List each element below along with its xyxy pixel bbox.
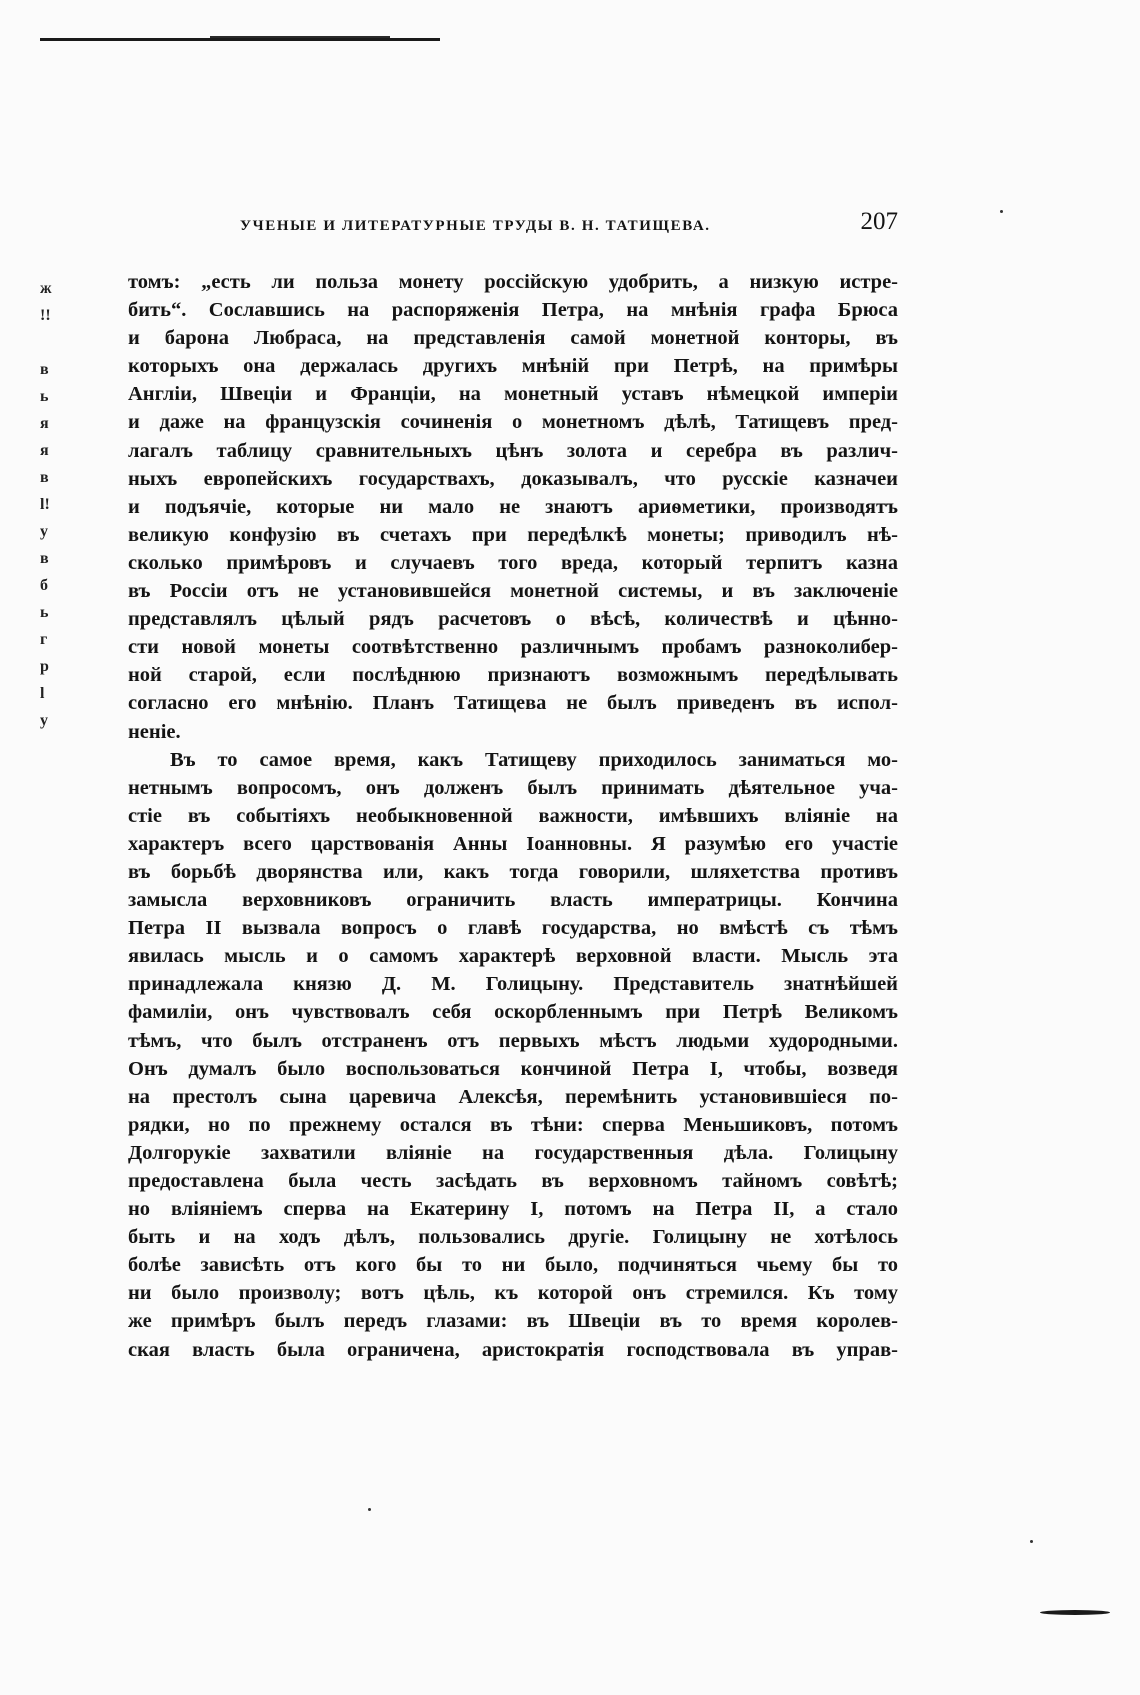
text-line: болѣе зависѣть отъ кого бы то ни было, подчиняться чьему бы то	[128, 1254, 898, 1277]
margin-mark: у	[40, 523, 48, 540]
text-line: и подъячіе, которые ни мало не знаютъ ариѳметики, производятъ	[128, 495, 898, 518]
text-line: ныхъ европейскихъ государствахъ, доказывалъ, что русскіе казначеи	[128, 467, 898, 490]
text-line: и даже на французскія сочиненія о монетномъ дѣлѣ, Татищевъ пред-	[128, 411, 898, 434]
text-line: Онъ думалъ было воспользоваться кончиной Петра I, чтобы, возведя	[128, 1057, 898, 1080]
running-head	[128, 208, 898, 238]
margin-mark: ь	[40, 604, 49, 621]
margin-mark: р	[40, 658, 49, 675]
margin-mark: у	[40, 712, 48, 729]
text-line: Петра II вызвала вопросъ о главѣ государства, но вмѣстѣ съ тѣмъ	[128, 917, 898, 940]
scan-speck	[1030, 1540, 1033, 1543]
margin-mark: ж	[40, 280, 52, 297]
facing-page-bleed	[40, 275, 60, 734]
margin-mark: в	[40, 469, 49, 486]
text-line: представлялъ цѣлый рядъ расчетовъ о вѣсѣ, количествѣ и цѣнно-	[128, 608, 898, 631]
scan-speck	[1000, 210, 1003, 213]
text-line: бить“. Сославшись на распоряженія Петра, на мнѣнія графа Брюса	[128, 299, 898, 322]
text-line: которыхъ она держалась другихъ мнѣній при Петрѣ, на примѣры	[128, 355, 898, 378]
body-text	[128, 268, 898, 1364]
text-line: Англіи, Швеціи и Франціи, на монетный уставъ нѣмецкой имперіи	[128, 383, 898, 406]
scan-edge-mark	[40, 38, 440, 41]
margin-mark: в	[40, 550, 49, 567]
text-line: и барона Любраса, на представленія самой монетной конторы, въ	[128, 327, 898, 350]
text-line: неніе.	[128, 720, 181, 743]
text-line: ни было произволу; вотъ цѣль, къ которой онъ стремился. Къ тому	[128, 1282, 898, 1305]
text-line: быть и на ходъ дѣлъ, пользовались другіе. Голицыну не хотѣлось	[128, 1226, 898, 1249]
text-line: лагалъ таблицу сравнительныхъ цѣнъ золота и серебра въ различ-	[128, 439, 898, 462]
margin-mark: г	[40, 631, 48, 648]
margin-mark: в	[40, 361, 49, 378]
margin-mark: l!	[40, 496, 50, 513]
margin-mark	[40, 329, 60, 356]
paragraph	[128, 746, 898, 1364]
text-line: Въ то самое время, какъ Татищеву приходилось заниматься мо-	[170, 748, 898, 771]
page-number: 207	[860, 208, 898, 235]
text-line: замысла верховниковъ ограничить власть императрицы. Кончина	[128, 889, 898, 912]
margin-mark: я	[40, 415, 49, 432]
scan-corner-mark	[1040, 1610, 1110, 1615]
margin-mark: !!	[40, 307, 51, 324]
margin-mark: б	[40, 577, 48, 594]
text-line: принадлежала князю Д. М. Голицыну. Представитель знатнѣйшей	[128, 973, 898, 996]
text-line: явилась мысль и о самомъ характерѣ верховной власти. Мысль эта	[128, 945, 898, 968]
scan-edge-mark	[210, 36, 390, 38]
text-line: же примѣръ былъ передъ глазами: въ Швеціи въ то время королев-	[128, 1310, 898, 1333]
text-line: на престолъ сына царевича Алексѣя, перемѣнить установившіеся по-	[128, 1085, 898, 1108]
running-title: УЧЕНЫЕ И ЛИТЕРАТУРНЫЕ ТРУДЫ В. Н. ТАТИЩЕВА.	[240, 218, 711, 234]
text-line: сколько примѣровъ и случаевъ того вреда, который терпитъ казна	[128, 551, 898, 574]
text-line: томъ: „есть ли польза монету россійскую удобрить, а низкую истре-	[128, 271, 898, 293]
text-line: характеръ всего царствованія Анны Іоанновны. Я разумѣю его участіе	[128, 832, 898, 855]
text-line: въ Россіи отъ не установившейся монетной системы, и въ заключеніе	[128, 580, 898, 603]
margin-mark: ь	[40, 388, 49, 405]
text-line: ская власть была ограничена, аристократія господствовала въ управ-	[128, 1338, 898, 1361]
text-line: сти новой монеты соотвѣтственно различнымъ пробамъ разноколибер-	[128, 636, 898, 659]
margin-mark: я	[40, 442, 49, 459]
text-line: нетнымъ вопросомъ, онъ долженъ былъ принимать дѣятельное уча-	[128, 776, 898, 799]
text-line: согласно его мнѣнію. Планъ Татищева не былъ приведенъ въ испол-	[128, 692, 898, 715]
text-line: великую конфузію въ счетахъ при передѣлкѣ монеты; приводилъ нѣ-	[128, 523, 898, 546]
text-line: тѣмъ, что былъ отстраненъ отъ первыхъ мѣстъ людьми худородными.	[128, 1029, 898, 1052]
text-line: предоставлена была честь засѣдать въ верховномъ тайномъ совѣтѣ;	[128, 1170, 898, 1192]
text-line: ной старой, если послѣднюю признаютъ возможнымъ передѣлывать	[128, 664, 898, 687]
text-line: въ борьбѣ дворянства или, какъ тогда говорили, шляхетства противъ	[128, 860, 898, 883]
margin-mark: l	[40, 685, 45, 702]
scan-speck	[368, 1508, 371, 1511]
text-line: рядки, но по прежнему остался въ тѣни: сперва Меньшиковъ, потомъ	[128, 1113, 898, 1136]
paragraph	[128, 268, 898, 746]
text-line: но вліяніемъ сперва на Екатерину I, потомъ на Петра II, а стало	[128, 1198, 898, 1221]
text-line: фамиліи, онъ чувствовалъ себя оскорбленнымъ при Петрѣ Великомъ	[128, 1001, 898, 1024]
text-line: стіе въ событіяхъ необыкновенной важности, имѣвшихъ вліяніе на	[128, 804, 898, 827]
text-line: Долгорукіе захватили вліяніе на государственныя дѣла. Голицыну	[128, 1141, 898, 1164]
